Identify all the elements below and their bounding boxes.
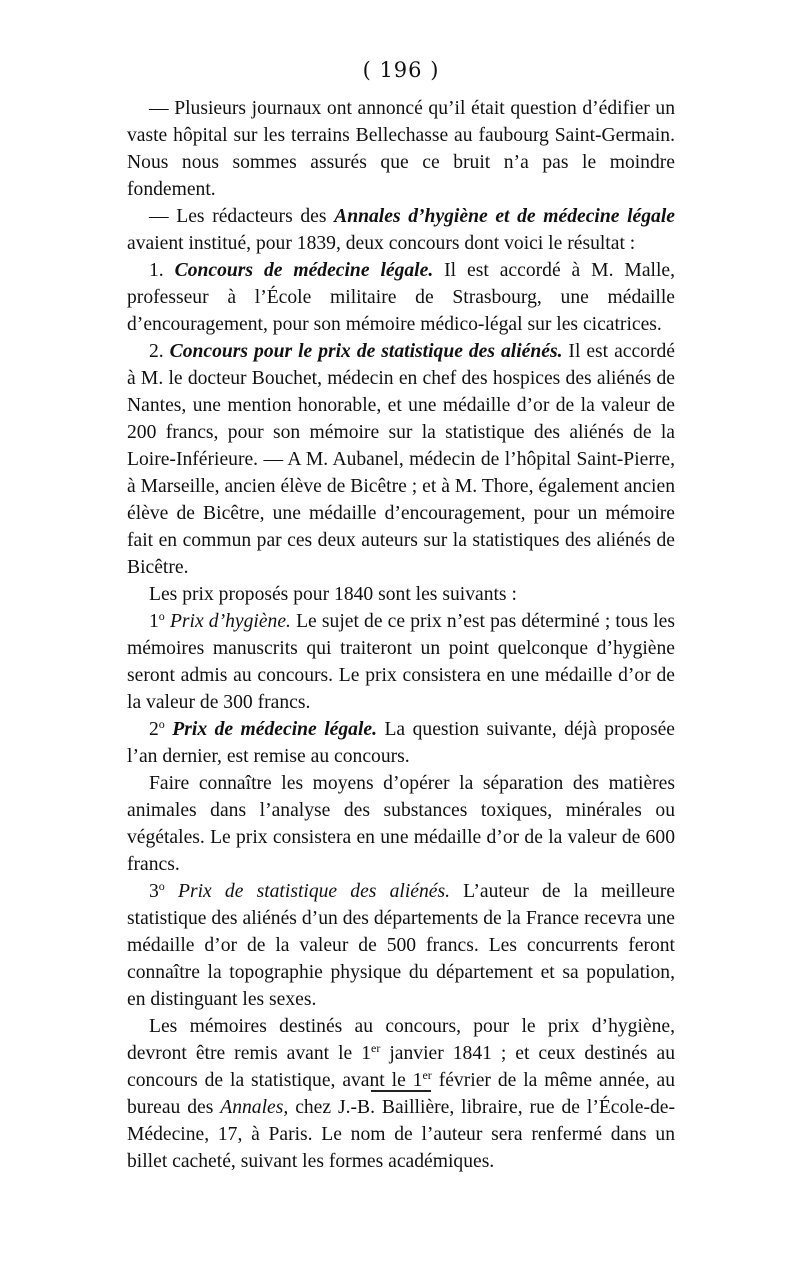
paragraph-p8 (127, 770, 675, 878)
text-segment (165, 881, 178, 902)
text-segment: 1. (149, 260, 175, 281)
text-segment: 3 (149, 881, 159, 902)
text-segment: Les mémoires destinés au concours, pour le prix d’hygiène, devront être remis avant le 1 (127, 1016, 675, 1064)
text-segment: 2. (149, 341, 170, 362)
text-segment: Il est accordé à M. Malle, professeur à l’École militaire de Strasbourg, une médaille d’encouragement, pour son mémoire médico-légal sur les cicatrices. (127, 260, 676, 335)
text-segment: o (158, 609, 165, 623)
paragraph-p9 (127, 878, 675, 1013)
section-rule (371, 1090, 431, 1092)
page-number: ( 196 ) (362, 58, 440, 82)
text-segment: Concours de médecine légale. (174, 260, 434, 281)
text-segment: La question suivante, déjà proposée l’an dernier, est remise au concours. (127, 719, 675, 767)
paragraph-p1 (127, 95, 675, 203)
text-segment: février de la même année, au bureau des (127, 1070, 675, 1118)
text-segment: L’auteur de la meilleure statistique des aliénés d’un des départements de la France recevra une médaille d’or de la valeur de 500 francs. Les concurrents feront connaître la topographie physique du département et sa population, en distinguant les sexes. (127, 881, 675, 1010)
document-page (127, 58, 675, 1175)
text-segment: Faire connaître les moyens d’opérer la séparation des matières animales dans l’analyse des substances toxiques, minérales ou végétales. Le prix consistera en une médaille d’or de la valeur de 600 francs. (127, 773, 675, 875)
text-segment: Annales, (220, 1097, 289, 1118)
paragraph-p4 (127, 338, 675, 581)
text-segment: Prix de statistique des aliénés. (177, 881, 450, 902)
text-segment: Concours pour le prix de statistique des aliénés. (169, 341, 563, 362)
text-segment: Prix de médecine légale. (172, 719, 377, 740)
text-segment: avaient institué, pour 1839, deux concours dont voici le résultat : (127, 233, 636, 254)
text-segment: chez J.-B. Baillière, libraire, rue de l’École-de-Médecine, 17, à Paris. Le nom de l’auteur sera renfermé dans un billet cacheté, suivant les formes académiques. (127, 1097, 675, 1172)
text-segment: o (158, 717, 165, 731)
text-segment: Les prix proposés pour 1840 sont les suivants : (149, 584, 517, 605)
paragraph-p10 (127, 1013, 675, 1175)
text-segment: er (371, 1041, 381, 1055)
text-segment: er (422, 1068, 432, 1082)
text-segment: 2 (149, 719, 159, 740)
paragraph-p3 (127, 257, 675, 338)
text-segment: janvier 1841 ; et ceux destinés au concours de la statistique, avant le 1 (127, 1043, 675, 1091)
paragraph-p7 (127, 716, 675, 770)
text-segment: Le sujet de ce prix n’est pas déterminé ; tous les mémoires manuscrits qui traiteront un point quelconque d’hygiène seront admis au concours. Le prix consistera en une médaille d’or de la valeur de 300 francs. (127, 611, 675, 713)
text-body (127, 95, 675, 1175)
text-segment: Prix d’hygiène. (169, 611, 291, 632)
paragraph-p5 (127, 581, 675, 608)
text-segment: o (158, 879, 165, 893)
text-segment: — Plusieurs journaux ont annoncé qu’il était question d’édifier un vaste hôpital sur les terrains Bellechasse au faubourg Saint-Germain. Nous nous sommes assurés que ce bruit n’a pas le moindre fondement. (127, 98, 675, 200)
text-segment: 1 (149, 611, 159, 632)
paragraph-p6 (127, 608, 675, 716)
paragraph-p2 (127, 203, 675, 257)
text-segment: Annales d’hygiène et de médecine légale (334, 206, 675, 227)
text-segment: Il est accordé à M. le docteur Bouchet, médecin en chef des hospices des aliénés de Nantes, une mention honorable, et une médaille d’or de la valeur de 200 francs, pour son mémoire sur la statistique des aliénés de la Loire-Inférieure. — A M. Aubanel, médecin de l’hôpital Saint-Pierre, à Marseille, ancien élève de Bicêtre ; et à M. Thore, également ancien élève de Bicêtre, une médaille d’encouragement, pour un mémoire fait en commun par ces deux auteurs sur la statistiques des aliénés de Bicêtre. (127, 341, 675, 578)
text-segment: — Les rédacteurs des (149, 206, 335, 227)
